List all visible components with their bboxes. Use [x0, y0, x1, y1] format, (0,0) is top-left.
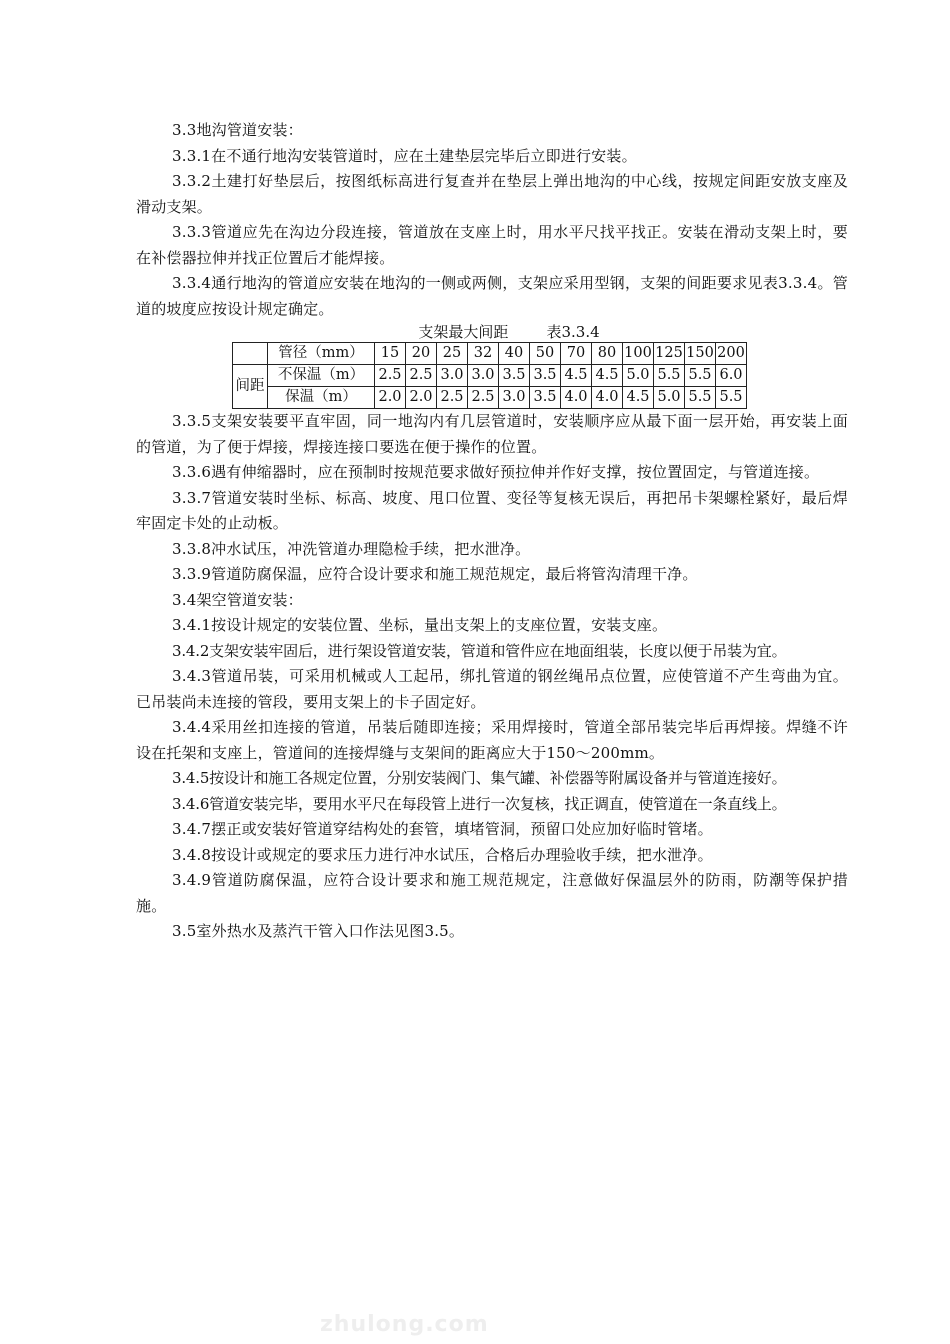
table-cell: 3.5	[530, 365, 561, 387]
paragraph: 3.4.1按设计规定的安装位置、坐标，量出支架上的支座位置，安装支座。	[172, 616, 668, 634]
document-page	[136, 118, 848, 945]
paragraph: 3.4.8按设计或规定的要求压力进行冲水试压，合格后办理验收手续，把水泄净。	[172, 845, 713, 864]
table-cell: 4.5	[592, 365, 623, 387]
table-cell: 3.0	[468, 365, 499, 387]
paragraph: 3.3.7管道安装时坐标、标高、坡度、甩口位置、变径等复核无误后，再把吊卡架螺栓紧好，最后焊牢固定卡处的止动板。	[136, 488, 848, 532]
paragraph: 3.3.6遇有伸缩器时，应在预制时按规范要求做好预拉伸并作好支撑，按位置固定，与管道连接。	[172, 463, 820, 481]
table-cell: 4.0	[561, 387, 592, 409]
table-cell: 2.5	[406, 365, 437, 387]
paragraph: 3.3.4通行地沟的管道应安装在地沟的一侧或两侧，支架应采用型钢，支架的间距要求见表3.3.4。管道的坡度应按设计规定确定。	[136, 274, 848, 318]
table-row-label: 不保温（m）	[268, 365, 375, 387]
table-cell: 5.5	[716, 387, 747, 409]
table-header-label: 管径（mm）	[268, 343, 375, 365]
table-header-cell: 15	[375, 343, 406, 365]
paragraph: 3.5室外热水及蒸汽干管入口作法见图3.5。	[172, 922, 465, 940]
paragraph: 3.4.3管道吊装，可采用机械或人工起吊，绑扎管道的钢丝绳吊点位置，应使管道不产生弯曲为宜。已吊装尚未连接的管段，要用支架上的卡子固定好。	[136, 667, 848, 711]
table-header-cell: 200	[716, 343, 747, 365]
paragraph: 3.4.9管道防腐保温，应符合设计要求和施工规范规定，注意做好保温层外的防雨，防潮等保护措施。	[136, 871, 848, 915]
paragraph: 3.4.6管道安装完毕，要用水平尺在每段管上进行一次复核，找正调直，使管道在一条直线上。	[172, 794, 787, 813]
table-cell: 5.0	[623, 365, 654, 387]
table-cell: 2.5	[468, 387, 499, 409]
table-row-label: 保温（m）	[268, 387, 375, 409]
section-heading: 3.4架空管道安装：	[172, 590, 303, 609]
table-header-cell: 20	[406, 343, 437, 365]
table-group-label: 间距	[233, 365, 268, 409]
table-cell: 2.5	[375, 365, 406, 387]
table-header-cell: 25	[437, 343, 468, 365]
paragraph: 3.3.5支架安装要平直牢固，同一地沟内有几层管道时，安装顺序应从最下面一层开始，再安装上面的管道，为了便于焊接，焊接连接口要选在便于操作的位置。	[136, 412, 848, 456]
support-spacing-table	[232, 342, 747, 409]
table-cell: 3.5	[499, 365, 530, 387]
table-cell: 5.5	[654, 365, 685, 387]
table-header-cell: 70	[561, 343, 592, 365]
paragraph: 3.3.8冲水试压，冲洗管道办理隐检手续，把水泄净。	[172, 539, 531, 558]
paragraph: 3.4.2支架安装牢固后，进行架设管道安装，管道和管件应在地面组装，长度以便于吊装为宜。	[172, 641, 787, 660]
paragraph: 3.4.5按设计和施工各规定位置，分别安装阀门、集气罐、补偿器等附属设备并与管道连接好。	[172, 769, 787, 787]
table-cell: 5.5	[685, 387, 716, 409]
table-header-cell: 125	[654, 343, 685, 365]
table-header-cell: 32	[468, 343, 499, 365]
table-cell: 5.0	[654, 387, 685, 409]
table-cell: 5.5	[685, 365, 716, 387]
table-cell: 4.5	[623, 387, 654, 409]
table-cell: 2.5	[437, 387, 468, 409]
watermark: zhulong.com	[320, 1312, 489, 1337]
table-header-cell: 50	[530, 343, 561, 365]
table-row	[233, 365, 747, 387]
paragraph: 3.3.3管道应先在沟边分段连接，管道放在支座上时，用水平尺找平找正。安装在滑动支架上时，要在补偿器拉伸并找正位置后才能焊接。	[136, 223, 848, 267]
table-cell: 2.0	[406, 387, 437, 409]
table-header-row	[233, 343, 747, 365]
paragraph: 3.3.2土建打好垫层后，按图纸标高进行复查并在垫层上弹出地沟的中心线，按规定间距安放支座及滑动支架。	[136, 172, 848, 216]
table-cell: 3.0	[499, 387, 530, 409]
table-cell: 4.5	[561, 365, 592, 387]
paragraph: 3.4.7摆正或安装好管道穿结构处的套管，填堵管洞，预留口处应加好临时管堵。	[172, 820, 713, 838]
paragraph: 3.4.4采用丝扣连接的管道，吊装后随即连接；采用焊接时，管道全部吊装完毕后再焊接。焊缝不许设在托架和支座上，管道间的连接焊缝与支架间的距离应大于150～200mm。	[136, 718, 848, 762]
table-caption: 支架最大间距 表3.3.4	[418, 323, 600, 341]
paragraph: 3.3.9管道防腐保温，应符合设计要求和施工规范规定，最后将管沟清理干净。	[172, 565, 698, 583]
table-header-cell: 100	[623, 343, 654, 365]
table-row	[233, 387, 747, 409]
table-cell: 4.0	[592, 387, 623, 409]
table-header-cell: 40	[499, 343, 530, 365]
paragraph: 3.3.1在不通行地沟安装管道时，应在土建垫层完毕后立即进行安装。	[172, 146, 637, 165]
paragraph: 3.3地沟管道安装：	[172, 121, 303, 139]
table-header-cell: 80	[592, 343, 623, 365]
table-cell: 6.0	[716, 365, 747, 387]
table-header-cell: 150	[685, 343, 716, 365]
table-corner-cell	[233, 343, 268, 365]
table-cell: 3.0	[437, 365, 468, 387]
table-cell: 3.5	[530, 387, 561, 409]
table-cell: 2.0	[375, 387, 406, 409]
